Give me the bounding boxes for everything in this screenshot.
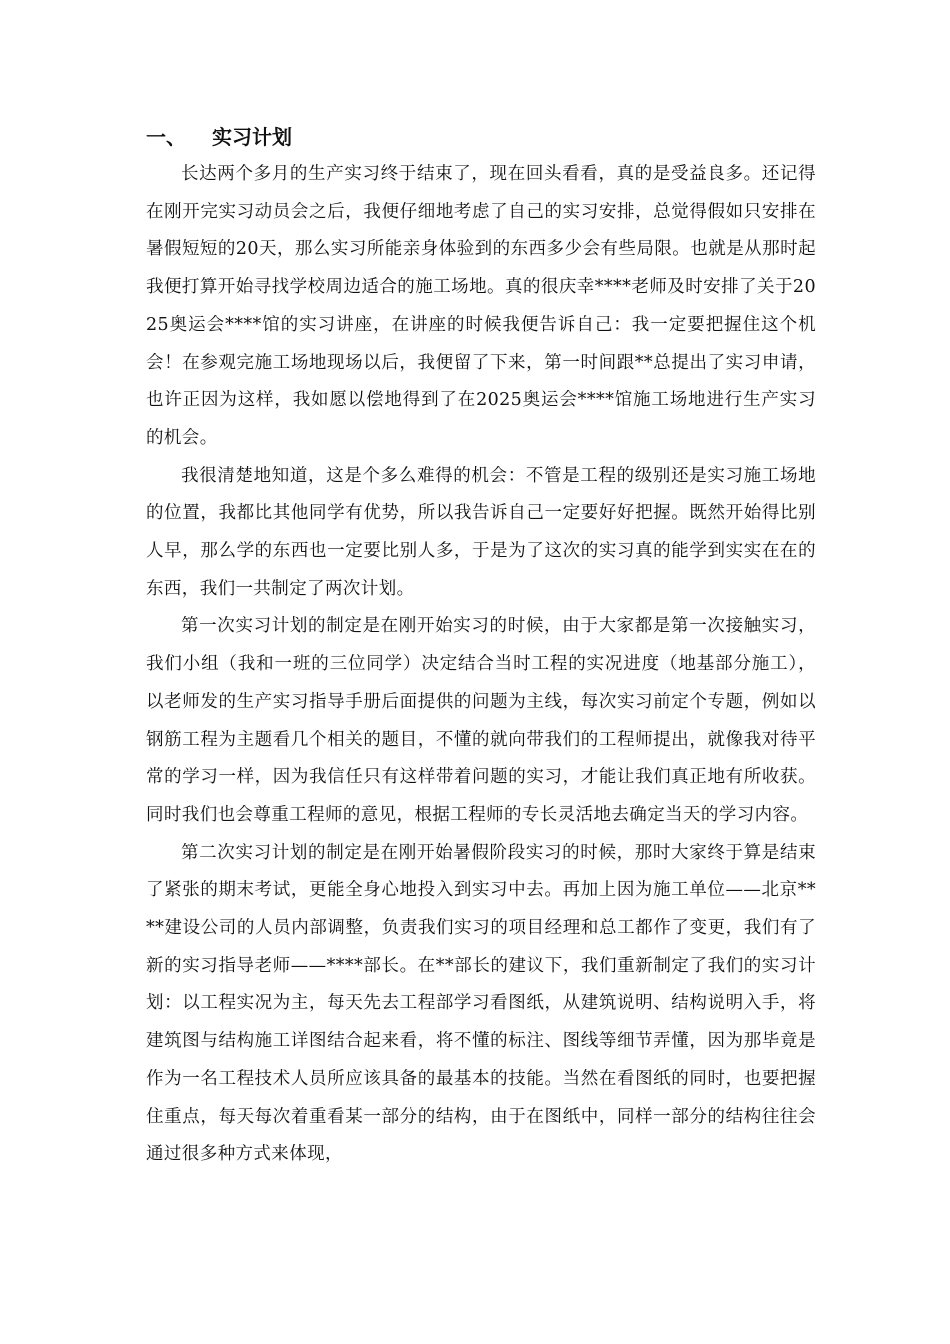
- section-title: 实习计划: [212, 125, 292, 149]
- section-number: 一、: [146, 125, 186, 149]
- paragraph-1: 长达两个多月的生产实习终于结束了，现在回头看看，真的是受益良多。还记得在刚开完实习动员会之后，我便仔细地考虑了自己的实习安排，总觉得假如只安排在暑假短短的20天，那么实习所能亲身体验到的东西多少会有些局限。也就是从那时起我便打算开始寻找学校周边适合的施工场地。真的很庆幸****老师及时安排了关于2025奥运会****馆的实习讲座，在讲座的时候我便告诉自己：我一定要把握住这个机会！在参观完施工场地现场以后，我便留了下来，第一时间跟**总提出了实习申请，也许正因为这样，我如愿以偿地得到了在2025奥运会****馆施工场地进行生产实习的机会。: [146, 164, 816, 448]
- paragraph-4: 第二次实习计划的制定是在刚开始暑假阶段实习的时候，那时大家终于算是结束了紧张的期末考试，更能全身心地投入到实习中去。再加上因为施工单位——北京****建设公司的人员内部调整，负责我们实习的项目经理和总工都作了变更，我们有了新的实习指导老师——****部长。在**部长的建议下，我们重新制定了我们的实习计划：以工程实况为主，每天先去工程部学习看图纸，从建筑说明、结构说明入手，将建筑图与结构施工详图结合起来看，将不懂的标注、图线等细节弄懂，因为那毕竟是作为一名工程技术人员所应该具备的最基本的技能。当然在看图纸的同时，也要把握住重点，每天每次着重看某一部分的结构，由于在图纸中，同样一部分的结构往往会通过很多种方式来体现，: [146, 842, 816, 1165]
- section-heading: [146, 122, 816, 152]
- paragraph-3: 第一次实习计划的制定是在刚开始实习的时候，由于大家都是第一次接触实习，我们小组（我和一班的三位同学）决定结合当时工程的实况进度（地基部分施工），以老师发的生产实习指导手册后面提供的问题为主线，每次实习前定个专题，例如以钢筋工程为主题看几个相关的题目，不懂的就向带我们的工程师提出，就像我对待平常的学习一样，因为我信任只有这样带着问题的实习，才能让我们真正地有所收获。同时我们也会尊重工程师的意见，根据工程师的专长灵活地去确定当天的学习内容。: [146, 616, 816, 825]
- document-body: [146, 122, 816, 1174]
- paragraph-2: 我很清楚地知道，这是个多么难得的机会：不管是工程的级别还是实习施工场地的位置，我都比其他同学有优势，所以我告诉自己一定要好好把握。既然开始得比别人早，那么学的东西也一定要比别人多，于是为了这次的实习真的能学到实实在在的东西，我们一共制定了两次计划。: [146, 465, 816, 599]
